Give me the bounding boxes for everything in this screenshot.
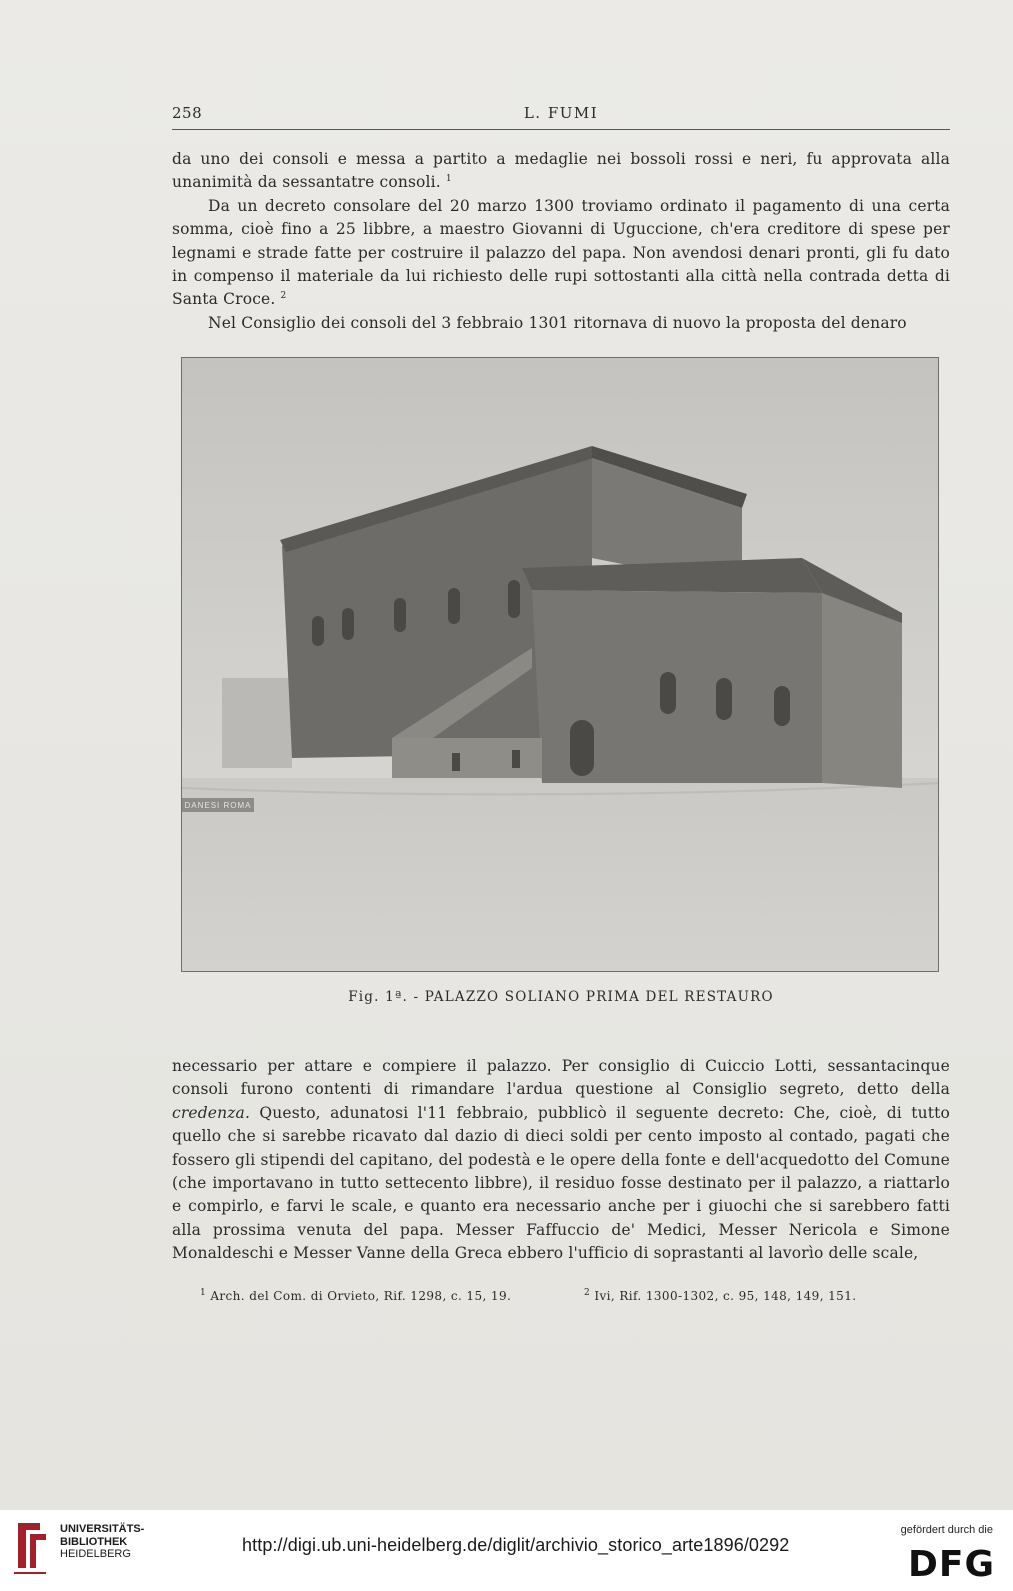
palazzo-illustration: [182, 358, 939, 972]
building-photograph: [181, 357, 939, 972]
library-name: UNIVERSITÄTS- BIBLIOTHEK HEIDELBERG: [60, 1523, 145, 1560]
running-head: L. FUMI: [523, 104, 599, 122]
footnote-ref: 2: [280, 291, 287, 302]
funding-note: gefördert durch die: [900, 1524, 993, 1536]
photo-credit: DANESI ROMA: [184, 801, 252, 810]
bottom-text-block: [172, 1055, 950, 1266]
university-library-logo-icon: [10, 1518, 52, 1578]
italic-term: credenza.: [172, 1103, 251, 1122]
permalink-url[interactable]: http://digi.ub.uni-heidelberg.de/diglit/archivio_storico_arte1896/0292: [242, 1535, 790, 1555]
footnote-2: $^2$ Ivi, Rif. 1300-1302, c. 95, 148, 149, 151.: [584, 1288, 857, 1303]
paragraph: Nel Consiglio dei consoli del 3 febbraio 1301 ritornava di nuovo la proposta del denaro: [208, 313, 907, 332]
digitization-footer: [0, 1510, 1013, 1591]
page-header: [172, 104, 950, 130]
footnote-ref: 1: [445, 174, 452, 185]
paragraph: Da un decreto consolare del 20 marzo 1300 troviamo ordinato il pagamento di una certa somma, cioè fino a 25 libbre, a maestro Giovanni di Uguccione, ch'era creditore di spese per legnami e strade fatte per costruire il palazzo del papa. Non avendosi denari pronti, gli fu dato in compenso il materiale da lui richiesto delle rupi sottostanti alla città nella contrada detta di Santa Croce. $^2$: [172, 196, 950, 309]
dfg-logo: DFG: [907, 1544, 995, 1585]
paragraph: da uno dei consoli e messa a partito a medaglie nei bossoli rossi e neri, fu approvata alla unanimità da sessantatre consoli. $^1$: [172, 150, 950, 192]
page-number: 258: [172, 104, 203, 122]
paragraph: necessario per attare e compiere il palazzo. Per consiglio di Cuiccio Lotti, sessantacinque consoli furono contenti di rimandare l'ardua questione al Consiglio segreto, detto della credenza. Questo, adunatosi l'11 febbraio, pubblicò il seguente decreto: Che, cioè, di tutto quello che si sarebbe ricavato dal dazio di dieci soldi per cento imposto al contado, pagati che fossero gli stipendi del capitano, del podestà e le opere della fonte e dell'acquedotto del Comune (che importavano in tutto settecento libbre), il residuo fosse destinato per il palazzo, a riattarlo e compirlo, e farvi le scale, e quanto era necessario anche per i giuochi che si sarebbero fatti alla prossima venuta del papa. Messer Faffuccio de' Medici, Messer Nericola e Simone Monaldeschi e Messer Vanne della Greca ebbero l'ufficio di soprastanti al lavorìo delle scale,: [172, 1057, 951, 1263]
top-text-block: [172, 148, 950, 335]
footnote-1: $^1$ Arch. del Com. di Orvieto, Rif. 1298, c. 15, 19.: [200, 1288, 512, 1303]
figure-caption: Fig. 1ª. - PALAZZO SOLIANO PRIMA DEL RESTAURO: [348, 989, 774, 1005]
